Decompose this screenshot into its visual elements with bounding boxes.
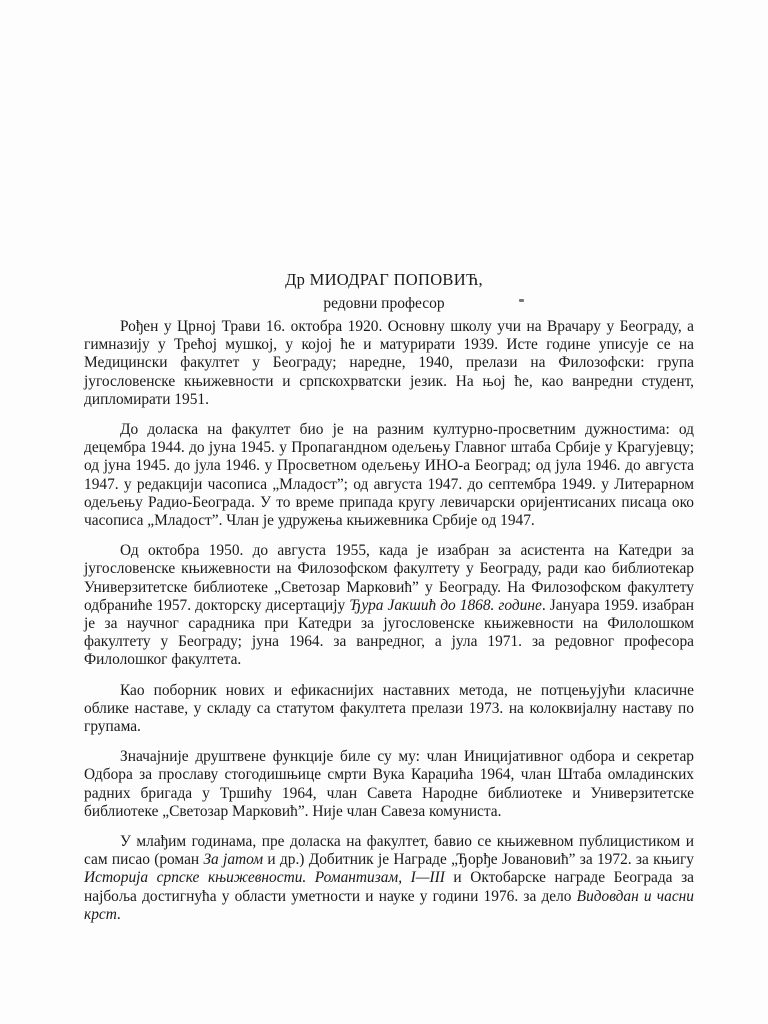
- paragraph-teaching-methods: Као поборник нових и ефикаснијих наставних метода, не потцењујући класичне облике наставе, у складу са статутом факултета прелази 1973. на колоквијалну наставу по групама.: [84, 681, 694, 736]
- paragraph-academic-career: [84, 542, 694, 669]
- book-title: Историја српске књижевности. Романтизам, I—III: [84, 869, 445, 887]
- paragraph-text: .: [116, 905, 121, 923]
- paragraph-text: Од октобра 1950. до августа 1955, када је изабран за асистента на Катедри за југословенске књижевности на Филозофском факултету у Београду, ради као библиотекар Универзитетске библиотеке „Светозар Марковић” у Београду. На Филозофском факултету одбраниће 1957. докторску дисертацију: [84, 542, 694, 614]
- paragraph-social-functions: Значајније друштвене функције биле су му: члан Иницијативног одбора и секретар Одбора за прославу стогодишњице смрти Вука Караџића 1964, члан Штаба омладинских радних бригада у Тршићу 1964, члан Савета Народне библиотеке и Универзитетске библиотеке „Светозар Марковић”. Није члан Савеза комуниста.: [84, 748, 694, 820]
- paragraph-early-duties: До доласка на факултет био је на разним културно-просветним дужностима: од децембра 1944. до јуна 1945. у Пропагандном одељењу Главног штаба Србије у Крагујевцу; од јуна 1945. до јула 1946. у Просветном одељењу ИНО-а Београд; од јула 1946. до августа 1947. у редакцији часописа „Младост”; од августа 1947. до септембра 1949. у Литерарном одељењу Радио-Београда. У то време припада кругу левичарски оријентисаних писаца око часописа „Младост”. Члан је удружења књижевника Србије од 1947.: [84, 421, 694, 530]
- paragraph-text: и Октобарске награде Београда за најбоља достигнућа у области уметности и науке у години 1976. за дело: [84, 869, 694, 905]
- document-body: [84, 318, 694, 936]
- document-subtitle: редовни професор: [323, 295, 445, 312]
- dissertation-title: Ђура Јакшић до 1868. године: [349, 596, 542, 614]
- paragraph-text: и др.) Добитник је Награде „Ђорђе Јовановић” за 1972. за књигу: [263, 851, 694, 869]
- novel-title: За јатом: [203, 851, 264, 869]
- paragraph-text: У млађим годинама, пре доласка на факултет, бавио се књижевном публицистиком и сам писао (роман: [84, 833, 694, 869]
- paragraph-text: . Јануара 1959. изабран је за научног сарадника при Катедри за југословенске књижевности на Филолошком факултету у Београду; јуна 1964. за ванредног, а јула 1971. за редовног професора Филолошког факултета.: [84, 596, 695, 669]
- paragraph-biography-birth: Рођен у Црној Трави 16. октобра 1920. Основну школу учи на Врачару у Београду, а гимназију у Трећој мушкој, у којој ће и матурирати 1939. Исте године уписује се на Медицински факултет у Београду; наредне, 1940, прелази на Филозофски: група југословенске књижевности и српскохрватски језик. На њој ће, као ванредни студент, дипломирати 1951.: [84, 318, 694, 408]
- document-title: Др МИОДРАГ ПОПОВИЋ,: [285, 270, 483, 289]
- work-title: Видовдан и часни крст: [84, 887, 695, 923]
- scan-speck: [519, 299, 524, 302]
- paragraph-awards: [84, 833, 694, 924]
